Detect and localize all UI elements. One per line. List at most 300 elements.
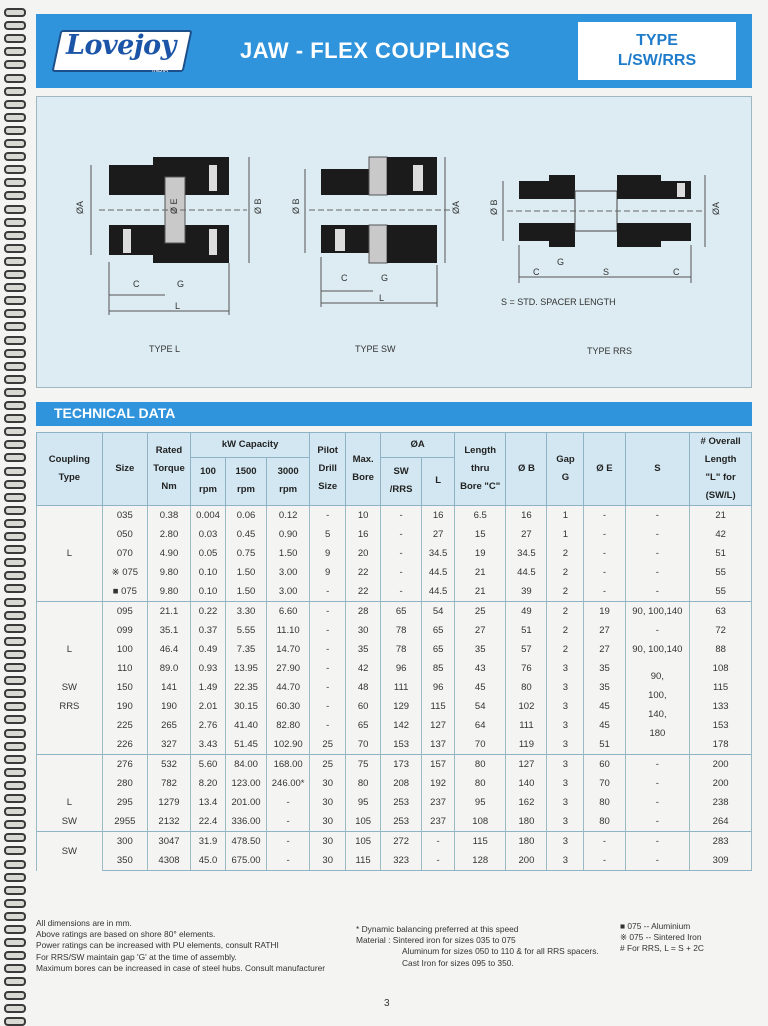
cell-size: 276 [102, 755, 147, 775]
cell-oa_l: 44.5 [422, 563, 455, 582]
cell-oa_sw: 272 [381, 832, 422, 852]
cell-pilot: - [310, 678, 346, 697]
cell-gap: 2 [547, 563, 584, 582]
l-oe-label: Ø E [169, 198, 179, 214]
brand-logo [56, 26, 196, 76]
cell-maxbore: 20 [346, 544, 381, 563]
binding-ring [4, 270, 26, 279]
sw-g-label: G [381, 273, 389, 283]
cell-oa_l: 157 [422, 755, 455, 775]
cell-size: 050 [102, 525, 147, 544]
cell-kw1500: 201.00 [225, 793, 266, 812]
cell-ob: 49 [506, 602, 547, 622]
header-kw-capacity: kW Capacity [191, 433, 310, 458]
cell-kw100: 1.49 [191, 678, 226, 697]
binding-ring [4, 925, 26, 934]
cell-kw3000: 0.90 [267, 525, 310, 544]
diagram-type-sw [291, 157, 461, 354]
cell-ob: 127 [506, 755, 547, 775]
binding-ring [4, 296, 26, 305]
cell-overall: 115 [690, 678, 752, 697]
binding-ring [4, 820, 26, 829]
cell-kw100: 45.0 [191, 851, 226, 871]
binding-ring [4, 493, 26, 502]
cell-gap: 3 [547, 678, 584, 697]
cell-oa_l: 137 [422, 735, 455, 755]
cell-maxbore: 42 [346, 659, 381, 678]
brand-sub: INDIA [152, 68, 169, 74]
cell-oe: 35 [584, 659, 625, 678]
cell-s: - [625, 851, 690, 871]
cell-oa_l: 237 [422, 793, 455, 812]
cell-ob: 180 [506, 812, 547, 832]
cell-oa_l: 192 [422, 774, 455, 793]
binding-ring [4, 807, 26, 816]
cell-kw3000: 60.30 [267, 697, 310, 716]
binding-ring [4, 912, 26, 921]
notes-left [36, 918, 325, 974]
l-caption: TYPE L [149, 344, 181, 354]
table-row [37, 812, 752, 832]
table-row [37, 544, 752, 563]
cell-oa_sw: 253 [381, 812, 422, 832]
cell-ob: 102 [506, 697, 547, 716]
spiral-binding [0, 0, 30, 1024]
cell-torque: 265 [147, 716, 190, 735]
cell-size: 099 [102, 621, 147, 640]
cell-kw100: 13.4 [191, 793, 226, 812]
cell-pilot: - [310, 659, 346, 678]
binding-ring [4, 467, 26, 476]
note-line: Aluminum for sizes 050 to 110 & for all RRS spacers. [402, 946, 599, 957]
cell-ob: 51 [506, 621, 547, 640]
binding-ring [4, 74, 26, 83]
binding-ring [4, 781, 26, 790]
table-row [37, 525, 752, 544]
cell-maxbore: 35 [346, 640, 381, 659]
cell-oa_sw: 78 [381, 621, 422, 640]
table-row [37, 832, 752, 852]
cell-oa_l: 34.5 [422, 544, 455, 563]
binding-ring [4, 440, 26, 449]
rrs-g-label: G [557, 257, 565, 267]
cell-oa_l: 65 [422, 621, 455, 640]
cell-s-merged [625, 659, 690, 755]
header-overall: # Overall Length "L" for (SW/L) [690, 433, 752, 506]
binding-ring [4, 755, 26, 764]
cell-oe: - [584, 563, 625, 582]
binding-ring [4, 139, 26, 148]
cell-kw1500: 51.45 [225, 735, 266, 755]
binding-ring [4, 336, 26, 345]
header-kw-1500: 1500 rpm [225, 457, 266, 505]
cell-kw100: 22.4 [191, 812, 226, 832]
notes-right [620, 921, 704, 955]
cell-pilot: 9 [310, 544, 346, 563]
cell-kw1500: 84.00 [225, 755, 266, 775]
cell-kw3000: 3.00 [267, 582, 310, 602]
cell-maxbore: 22 [346, 582, 381, 602]
cell-kw100: 31.9 [191, 832, 226, 852]
binding-ring [4, 34, 26, 43]
rrs-c1-label: C [533, 267, 540, 277]
l-c-label: C [133, 279, 140, 289]
cell-gap: 3 [547, 716, 584, 735]
cell-overall: 153 [690, 716, 752, 735]
cell-overall: 133 [690, 697, 752, 716]
cell-overall: 88 [690, 640, 752, 659]
cell-torque: 1279 [147, 793, 190, 812]
cell-overall: 21 [690, 506, 752, 526]
cell-length: 115 [455, 832, 506, 852]
table-row [37, 793, 752, 812]
cell-oa_l: 27 [422, 525, 455, 544]
note-line: ※ 075 -- Sintered Iron [620, 932, 702, 943]
cell-overall: 108 [690, 659, 752, 678]
cell-length: 6.5 [455, 506, 506, 526]
cell-kw100: 2.01 [191, 697, 226, 716]
binding-ring [4, 60, 26, 69]
cell-overall: 200 [690, 774, 752, 793]
binding-ring [4, 322, 26, 331]
cell-oa_sw: - [381, 563, 422, 582]
binding-ring [4, 244, 26, 253]
header-s: S [625, 433, 690, 506]
cell-maxbore: 80 [346, 774, 381, 793]
cell-ob: 44.5 [506, 563, 547, 582]
diagram-type-rrs [489, 175, 721, 356]
cell-overall: 55 [690, 582, 752, 602]
cell-size: 226 [102, 735, 147, 755]
cell-ob: 16 [506, 506, 547, 526]
binding-ring [4, 362, 26, 371]
table-row [37, 659, 752, 678]
binding-ring [4, 191, 26, 200]
cell-size: 110 [102, 659, 147, 678]
cell-s: - [625, 774, 690, 793]
cell-maxbore: 28 [346, 602, 381, 622]
cell-oa_l: 127 [422, 716, 455, 735]
header-oa-swrrs: SW /RRS [381, 457, 422, 505]
header-oe: Ø E [584, 433, 625, 506]
cell-torque: 782 [147, 774, 190, 793]
cell-maxbore: 48 [346, 678, 381, 697]
cell-maxbore: 10 [346, 506, 381, 526]
cell-oa_sw: 96 [381, 659, 422, 678]
binding-ring [4, 401, 26, 410]
cell-kw3000: - [267, 851, 310, 871]
cell-oe: 70 [584, 774, 625, 793]
binding-ring [4, 178, 26, 187]
cell-size: 300 [102, 832, 147, 852]
cell-s: 90, 100,140 [625, 640, 690, 659]
cell-torque: 2.80 [147, 525, 190, 544]
cell-kw3000: 102.90 [267, 735, 310, 755]
rrs-s-label: S [603, 267, 610, 277]
coupling-type-cell [37, 602, 103, 755]
header-size: Size [102, 433, 147, 506]
sw-ob-label: Ø B [291, 198, 301, 214]
binding-ring [4, 977, 26, 986]
binding-ring [4, 742, 26, 751]
cell-ob: 76 [506, 659, 547, 678]
binding-ring [4, 860, 26, 869]
cell-overall: 72 [690, 621, 752, 640]
table-row [37, 755, 752, 775]
binding-ring [4, 506, 26, 515]
cell-size: 070 [102, 544, 147, 563]
cell-torque: 35.1 [147, 621, 190, 640]
coupling-type-label [37, 755, 102, 774]
table-row [37, 851, 752, 871]
cell-oe: - [584, 582, 625, 602]
cell-kw1500: 336.00 [225, 812, 266, 832]
cell-oa_sw: 323 [381, 851, 422, 871]
cell-overall: 42 [690, 525, 752, 544]
header-oa: ØA [381, 433, 455, 458]
cell-kw1500: 7.35 [225, 640, 266, 659]
binding-ring [4, 899, 26, 908]
cell-s: - [625, 812, 690, 832]
cell-maxbore: 105 [346, 812, 381, 832]
binding-ring [4, 689, 26, 698]
coupling-type-label [37, 774, 102, 793]
coupling-type-cell [37, 755, 103, 832]
cell-overall: 63 [690, 602, 752, 622]
cell-overall: 264 [690, 812, 752, 832]
cell-torque: 532 [147, 755, 190, 775]
cell-oe: 19 [584, 602, 625, 622]
cell-kw1500: 675.00 [225, 851, 266, 871]
sw-caption: TYPE SW [355, 344, 396, 354]
cell-kw3000: 0.12 [267, 506, 310, 526]
cell-gap: 3 [547, 735, 584, 755]
cell-torque: 0.38 [147, 506, 190, 526]
cell-oe: 45 [584, 716, 625, 735]
cell-kw1500: 478.50 [225, 832, 266, 852]
binding-ring [4, 165, 26, 174]
cell-overall: 178 [690, 735, 752, 755]
cell-ob: 34.5 [506, 544, 547, 563]
coupling-type-label: L [66, 797, 73, 808]
l-g-label: G [177, 279, 185, 289]
cell-length: 45 [455, 678, 506, 697]
cell-maxbore: 115 [346, 851, 381, 871]
binding-ring [4, 833, 26, 842]
binding-ring [4, 388, 26, 397]
cell-oa_sw: - [381, 506, 422, 526]
coupling-type-label: RRS [59, 701, 80, 712]
cell-pilot: - [310, 716, 346, 735]
cell-kw100: 8.20 [191, 774, 226, 793]
binding-ring [4, 1017, 26, 1026]
cell-kw100: 0.10 [191, 582, 226, 602]
binding-ring [4, 886, 26, 895]
cell-kw100: 0.49 [191, 640, 226, 659]
cell-s: - [625, 525, 690, 544]
cell-gap: 3 [547, 774, 584, 793]
cell-torque: 4308 [147, 851, 190, 871]
cell-s: - [625, 755, 690, 775]
cell-kw3000: - [267, 793, 310, 812]
cell-ob: 180 [506, 832, 547, 852]
note-line: Power ratings can be increased with PU elements, consult RATHI [36, 940, 279, 951]
l-l-label: L [175, 301, 181, 311]
cell-kw3000: 14.70 [267, 640, 310, 659]
binding-ring [4, 309, 26, 318]
binding-ring [4, 480, 26, 489]
cell-torque: 141 [147, 678, 190, 697]
binding-ring [4, 453, 26, 462]
section-title: TECHNICAL DATA [54, 405, 176, 421]
cell-maxbore: 75 [346, 755, 381, 775]
cell-oe: 60 [584, 755, 625, 775]
cell-maxbore: 105 [346, 832, 381, 852]
cell-pilot: - [310, 602, 346, 622]
note-line: * Dynamic balancing preferred at this speed [356, 924, 519, 934]
cell-length: 15 [455, 525, 506, 544]
cell-oa_sw: 78 [381, 640, 422, 659]
cell-s: - [625, 582, 690, 602]
cell-length: 108 [455, 812, 506, 832]
note-line: ■ 075 -- Aluminium [620, 921, 691, 931]
brand-name: Lovejoy [66, 30, 176, 61]
binding-ring [4, 715, 26, 724]
cell-kw3000: 1.50 [267, 544, 310, 563]
cell-oe: 51 [584, 735, 625, 755]
cell-maxbore: 95 [346, 793, 381, 812]
cell-length: 25 [455, 602, 506, 622]
l-oa-label: ØA [75, 200, 85, 214]
header-kw-3000: 3000 rpm [267, 457, 310, 505]
cell-oa_sw: - [381, 544, 422, 563]
cell-oa_l: - [422, 851, 455, 871]
technical-data-table-wrap [36, 432, 752, 871]
cell-s: - [625, 506, 690, 526]
cell-kw1500: 3.30 [225, 602, 266, 622]
cell-kw1500: 5.55 [225, 621, 266, 640]
header-oa-l: L [422, 457, 455, 505]
cell-gap: 2 [547, 621, 584, 640]
binding-ring [4, 873, 26, 882]
cell-kw1500: 41.40 [225, 716, 266, 735]
s-value: 140, [648, 709, 667, 720]
page-header [36, 14, 752, 88]
cell-maxbore: 30 [346, 621, 381, 640]
cell-oa_l: - [422, 832, 455, 852]
cell-oa_l: 16 [422, 506, 455, 526]
binding-ring [4, 598, 26, 607]
cell-oa_l: 85 [422, 659, 455, 678]
coupling-type-label [37, 659, 102, 678]
cell-ob: 119 [506, 735, 547, 755]
cell-pilot: 30 [310, 812, 346, 832]
cell-length: 80 [455, 774, 506, 793]
cell-size: 280 [102, 774, 147, 793]
binding-ring [4, 231, 26, 240]
cell-size: 100 [102, 640, 147, 659]
table-row [37, 621, 752, 640]
type-label: TYPE [636, 32, 678, 49]
coupling-type-label: SW [61, 816, 78, 827]
notes-middle [356, 924, 599, 969]
cell-oa_sw: - [381, 525, 422, 544]
cell-kw100: 0.05 [191, 544, 226, 563]
binding-ring [4, 519, 26, 528]
cell-gap: 3 [547, 851, 584, 871]
cell-kw3000: 168.00 [267, 755, 310, 775]
binding-ring [4, 624, 26, 633]
note-line: Material : Sintered iron for sizes 035 to 075 [356, 935, 516, 946]
cell-pilot: - [310, 582, 346, 602]
cell-torque: 2132 [147, 812, 190, 832]
rrs-oa-label: ØA [711, 201, 721, 215]
cell-pilot: 5 [310, 525, 346, 544]
cell-kw100: 0.10 [191, 563, 226, 582]
cell-kw1500: 0.06 [225, 506, 266, 526]
coupling-type-label: SW [61, 845, 78, 857]
cell-oe: - [584, 851, 625, 871]
cell-ob: 57 [506, 640, 547, 659]
coupling-type-label: SW [61, 682, 78, 693]
cell-oe: - [584, 525, 625, 544]
header-max-bore: Max. Bore [346, 433, 381, 506]
cell-pilot: 30 [310, 774, 346, 793]
s-value: 100, [648, 690, 667, 701]
table-row [37, 774, 752, 793]
cell-overall: 309 [690, 851, 752, 871]
cell-s: - [625, 621, 690, 640]
cell-oa_sw: 65 [381, 602, 422, 622]
cell-kw100: 3.43 [191, 735, 226, 755]
header-pilot: Pilot Drill Size [310, 433, 346, 506]
binding-ring [4, 951, 26, 960]
rrs-c2-label: C [673, 267, 680, 277]
cell-kw100: 0.22 [191, 602, 226, 622]
binding-ring [4, 205, 26, 214]
cell-oa_l: 115 [422, 697, 455, 716]
binding-ring [4, 113, 26, 122]
cell-kw1500: 123.00 [225, 774, 266, 793]
cell-overall: 238 [690, 793, 752, 812]
cell-oa_l: 237 [422, 812, 455, 832]
header-length: Length thru Bore "C" [455, 433, 506, 506]
cell-pilot: - [310, 621, 346, 640]
cell-length: 19 [455, 544, 506, 563]
header-ob: Ø B [506, 433, 547, 506]
s-value: 180 [649, 728, 666, 739]
cell-oa_sw: 129 [381, 697, 422, 716]
header-rated-torque: Rated Torque Nm [147, 433, 190, 506]
cell-gap: 3 [547, 832, 584, 852]
cell-torque: 9.80 [147, 582, 190, 602]
cell-oe: 35 [584, 678, 625, 697]
cell-gap: 3 [547, 659, 584, 678]
cell-length: 21 [455, 563, 506, 582]
cell-kw100: 0.004 [191, 506, 226, 526]
cell-kw100: 0.03 [191, 525, 226, 544]
cell-pilot: - [310, 640, 346, 659]
cell-gap: 3 [547, 697, 584, 716]
rrs-spacer-note: S = STD. SPACER LENGTH [501, 297, 616, 307]
cell-torque: 21.1 [147, 602, 190, 622]
binding-ring [4, 218, 26, 227]
binding-ring [4, 8, 26, 17]
binding-ring [4, 663, 26, 672]
cell-length: 54 [455, 697, 506, 716]
binding-ring [4, 584, 26, 593]
cell-torque: 190 [147, 697, 190, 716]
